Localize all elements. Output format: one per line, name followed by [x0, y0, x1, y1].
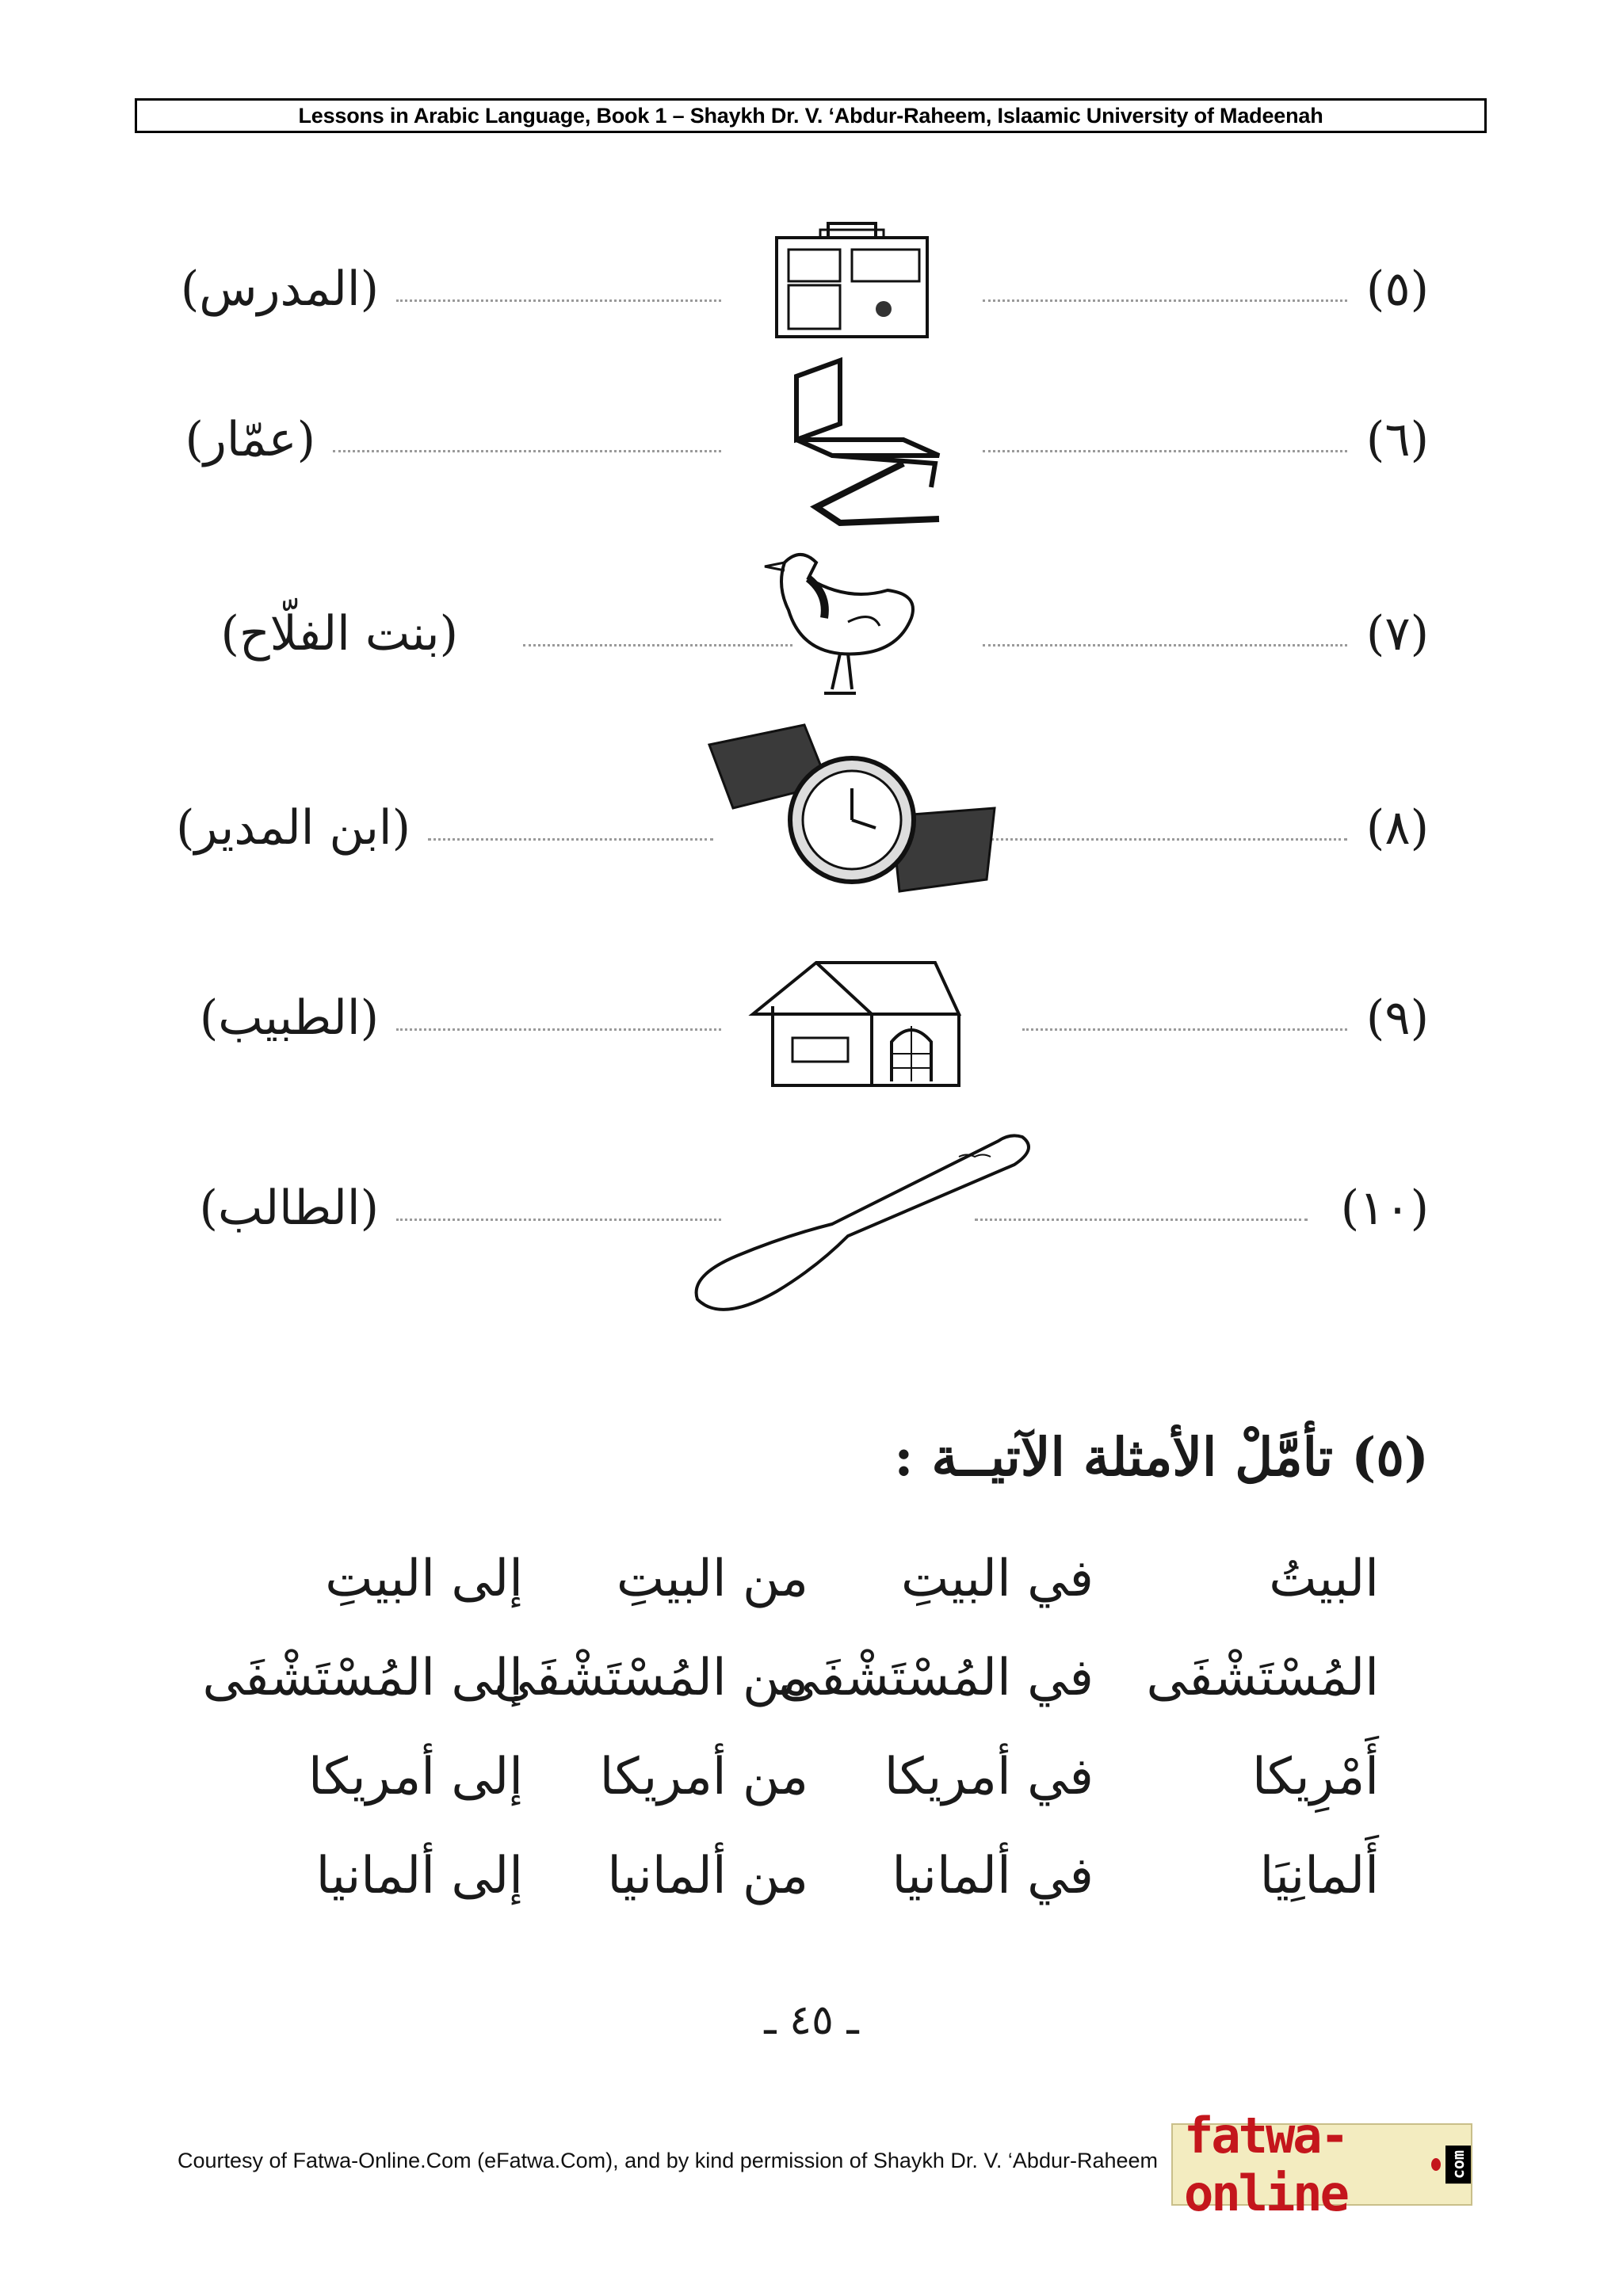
table-cell: المُسْتَشْفَى: [1146, 1648, 1379, 1707]
table-cell: في البيتِ: [900, 1549, 1094, 1608]
item-name: (ابن المدير): [176, 800, 411, 856]
answer-line: [333, 450, 721, 452]
answer-line: [1022, 1028, 1347, 1031]
item-number: (١٠): [1340, 1180, 1429, 1236]
table-cell: أَلمانِيَا: [1259, 1846, 1379, 1905]
answer-line: [396, 299, 721, 302]
answer-line: [983, 450, 1347, 452]
table-cell: إلى البيتِ: [325, 1549, 523, 1608]
chair-icon: [785, 353, 951, 531]
answer-line: [396, 1219, 721, 1221]
table-row: [202, 1628, 1379, 1727]
page-number: ـ ٤٥ ـ: [764, 1997, 859, 2044]
table-row: [238, 1826, 1379, 1925]
briefcase-icon: [773, 206, 931, 341]
table-row: [238, 1727, 1379, 1826]
table-cell: من البيتِ: [616, 1549, 808, 1608]
watch-icon: [701, 721, 1002, 903]
footer-courtesy: Courtesy of Fatwa-Online.Com (eFatwa.Com), and by kind permission of Shaykh Dr. V. ‘Abdur-Raheem: [178, 2149, 1159, 2172]
item-number: (٧): [1365, 606, 1429, 662]
answer-line: [983, 644, 1347, 646]
examples-table: [202, 1529, 1379, 1925]
table-cell: البيتُ: [1269, 1549, 1379, 1608]
table-cell: في أمريكا: [884, 1747, 1094, 1806]
item-name: (بنت الفلّاح): [220, 606, 458, 662]
item-number: (٥): [1365, 261, 1429, 317]
answer-line: [991, 838, 1347, 841]
answer-line: [428, 838, 713, 841]
table-cell: إلى ألمانيا: [315, 1846, 523, 1905]
answer-line: [983, 299, 1347, 302]
section-title: (٥) تأمَّلْ الأمثلة الآتيــة :: [894, 1426, 1429, 1488]
table-cell: إلى المُسْتَشْفَى: [202, 1648, 523, 1707]
spoon-icon: [689, 1133, 1038, 1323]
page-header: [135, 98, 1487, 133]
item-number: (٦): [1365, 412, 1429, 467]
table-cell: في المُسْتَشْفَى: [778, 1648, 1094, 1707]
logo-suffix: com: [1445, 2145, 1471, 2183]
logo-text: fatwa-online: [1184, 2107, 1347, 2222]
header-title: Lessons in Arabic Language, Book 1 – Shaykh Dr. V. ‘Abdur-Raheem, Islaamic University of Madeenah: [298, 103, 1323, 128]
answer-line: [396, 1028, 721, 1031]
table-cell: من المُسْتَشْفَى: [494, 1648, 808, 1707]
house-icon: [745, 951, 967, 1093]
table-cell: أَمْرِيكا: [1251, 1747, 1379, 1806]
table-cell: في ألمانيا: [892, 1846, 1094, 1905]
hen-icon: [753, 547, 935, 705]
item-name: (عمّار): [185, 412, 315, 467]
item-name: (المدرس): [180, 261, 379, 317]
fatwa-online-logo[interactable]: [1171, 2107, 1472, 2222]
item-number: (٩): [1365, 990, 1429, 1046]
table-cell: إلى أمريكا: [308, 1747, 523, 1806]
logo-dot-icon: [1431, 2158, 1441, 2171]
table-cell: من أمريكا: [599, 1747, 808, 1806]
item-name: (الطبيب): [199, 990, 379, 1046]
item-name: (الطالب): [199, 1180, 379, 1236]
answer-line: [523, 644, 792, 646]
table-cell: من ألمانيا: [607, 1846, 808, 1905]
table-row: [238, 1529, 1379, 1628]
item-number: (٨): [1365, 800, 1429, 856]
